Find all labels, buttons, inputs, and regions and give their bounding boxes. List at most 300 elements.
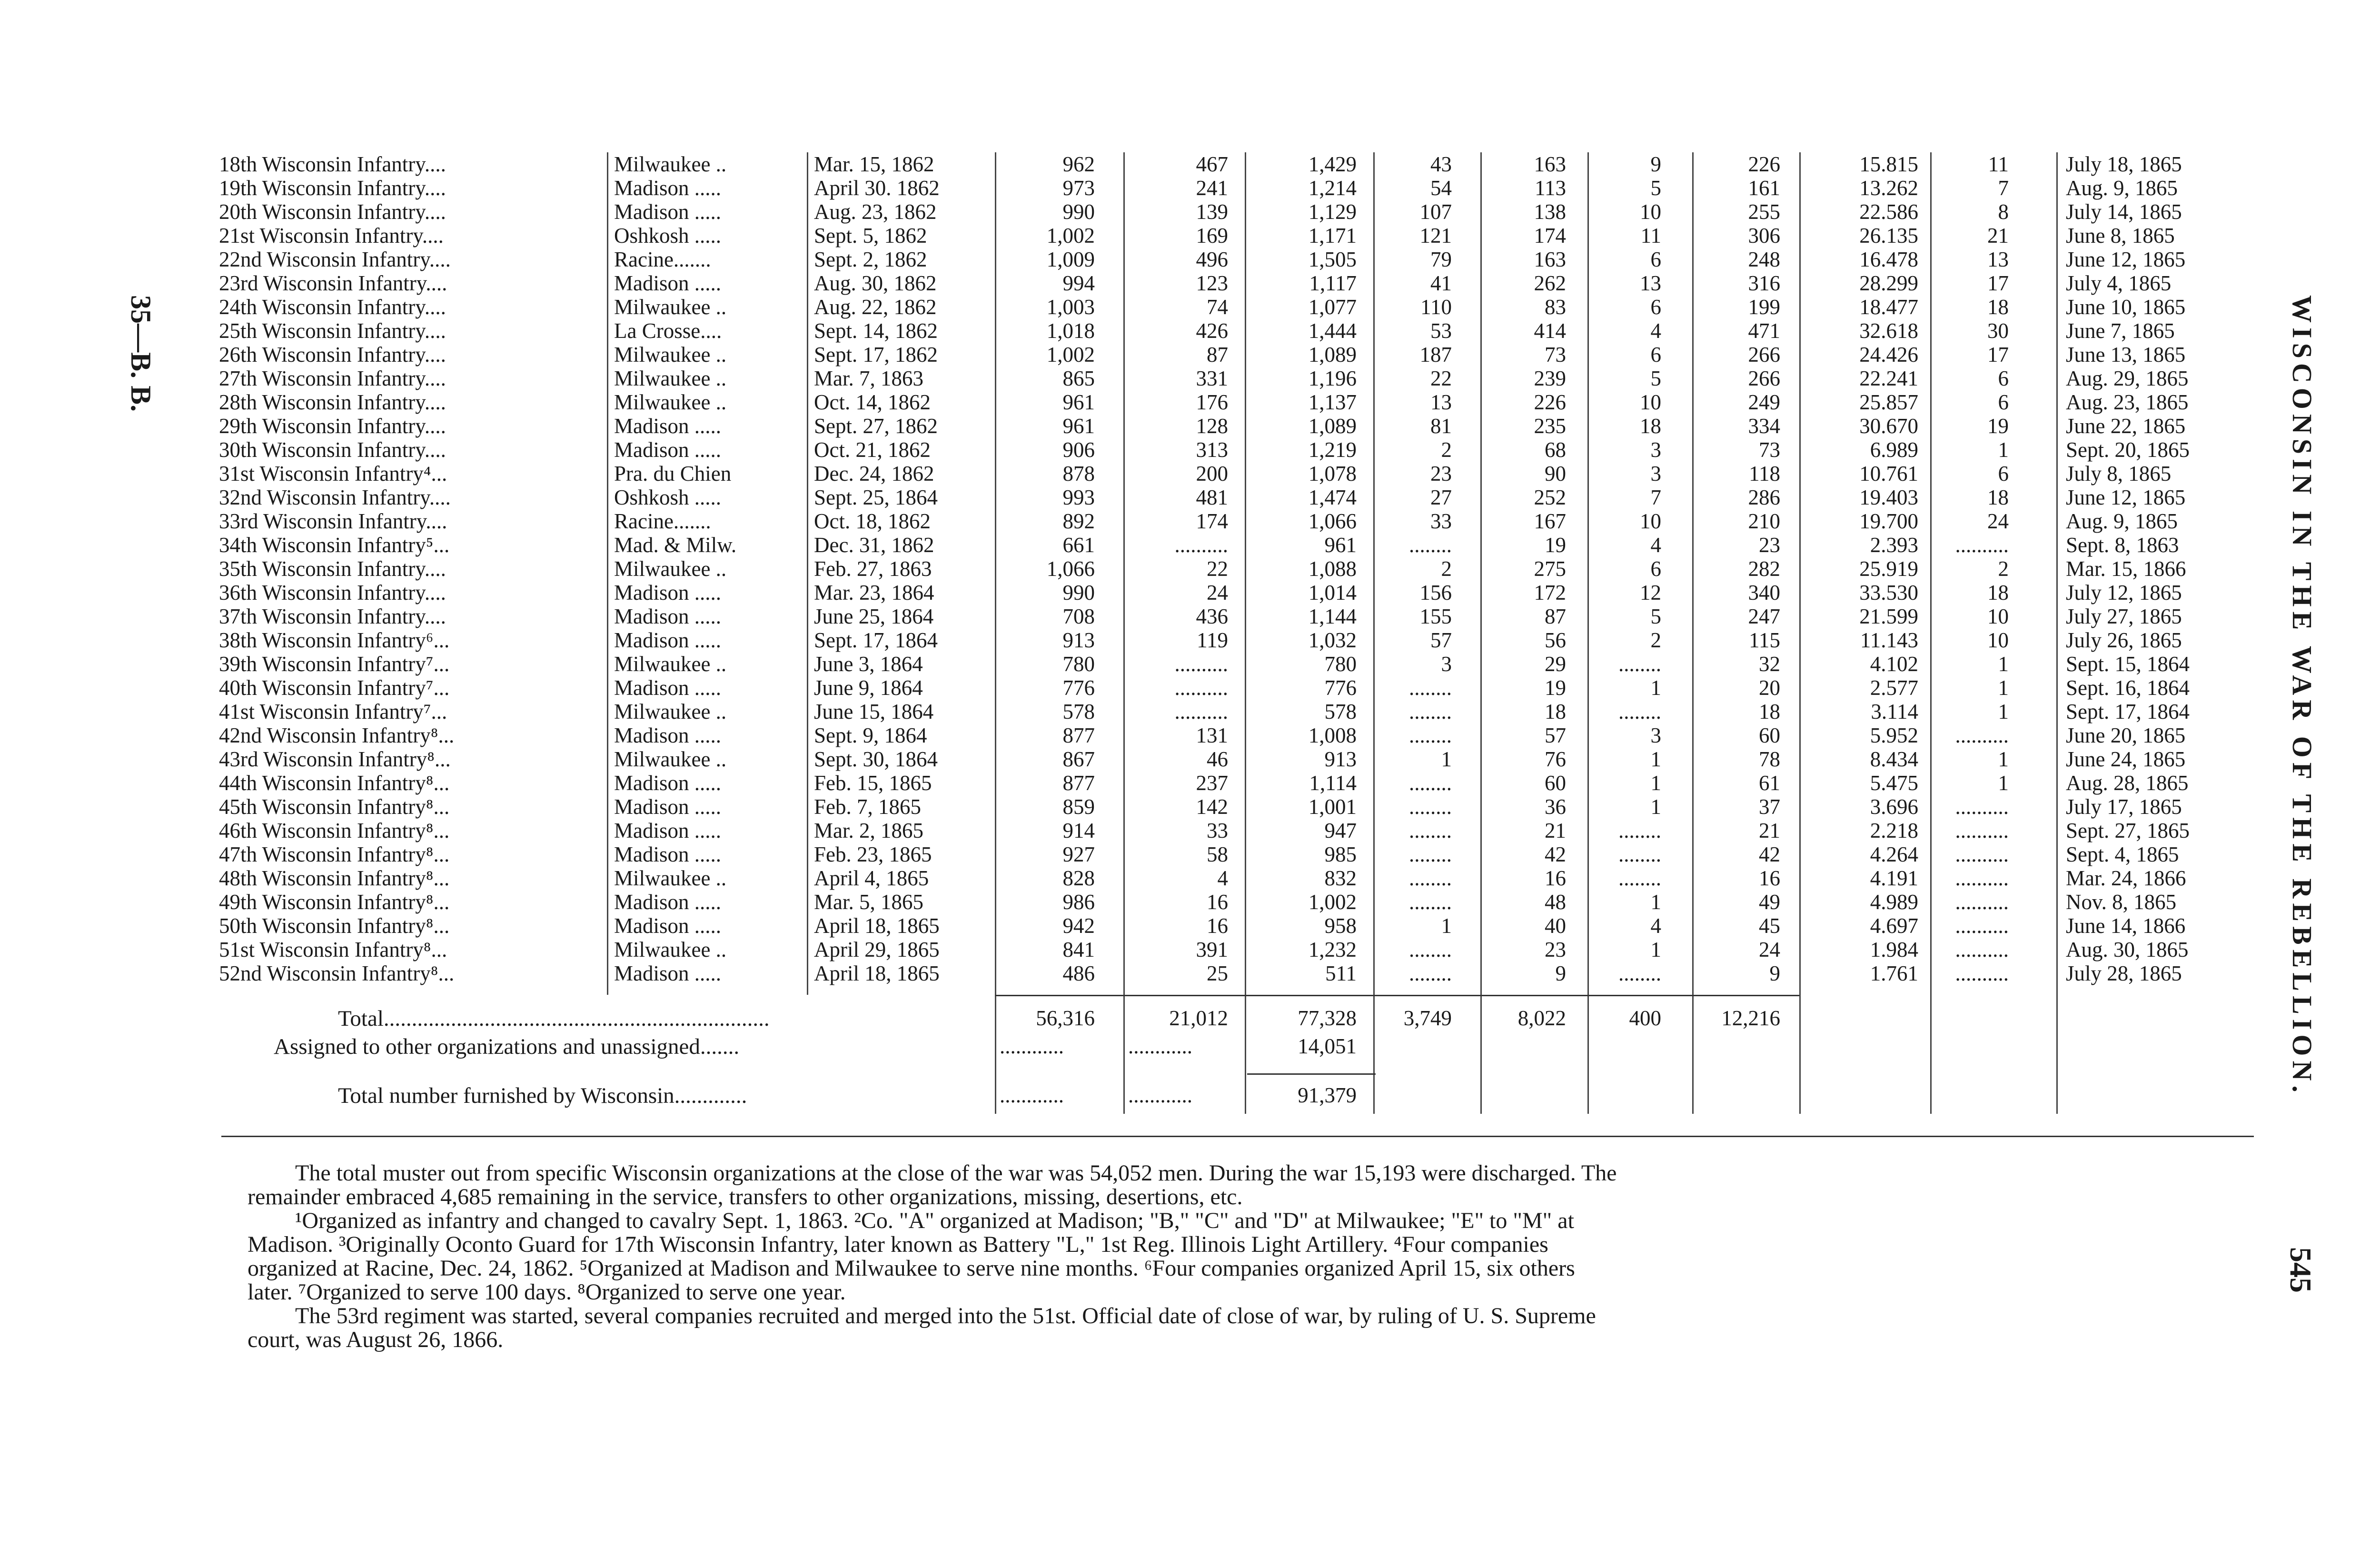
organization-name: 23rd Wisconsin Infantry.... [219,271,447,295]
col-3-value: 1,117 [1309,271,1357,295]
furnished-label: Total number furnished by Wisconsin............. [338,1083,747,1108]
col-8-value: 4.697 [1870,914,1918,938]
col-5-value: 275 [1534,557,1566,581]
col-2-value: 4 [1217,866,1228,890]
col-8-value: 19.700 [1859,509,1918,533]
table-row [0,343,2380,367]
col-6-value: 4 [1650,319,1661,343]
col-5-value: 40 [1545,914,1566,938]
col-4-value: ........ [1409,842,1452,866]
col-8-value: 2.393 [1870,533,1918,557]
col-7-value: 248 [1748,248,1780,271]
place-organized: Racine....... [614,509,711,533]
date-organized: Mar. 7, 1863 [814,367,923,390]
col-8-value: 3.696 [1870,795,1918,819]
col-3-value: 1,219 [1308,438,1357,462]
col-5-value: 57 [1545,723,1566,747]
col-1-value: 878 [1062,462,1095,486]
col-9-value: .......... [1955,842,2009,866]
col-3-value: 947 [1324,819,1357,842]
muster-out-date: June 14, 1866 [2066,914,2186,938]
col-4-value: 22 [1430,367,1452,390]
col-7-value: 18 [1759,700,1780,723]
col-4-value: 3 [1441,652,1452,676]
col-9-value: .......... [1955,819,2009,842]
date-organized: Sept. 14, 1862 [814,319,938,343]
col-6-value: 4 [1650,533,1661,557]
col-1-value: 1,002 [1046,224,1095,248]
table-row [0,367,2380,390]
col-8-value: 6.989 [1870,438,1918,462]
col-9-value: .......... [1955,866,2009,890]
date-organized: April 18, 1865 [814,961,940,985]
place-organized: Milwaukee .. [614,866,727,890]
table-row [0,842,2380,866]
table-row [0,866,2380,890]
place-organized: Madison ..... [614,605,721,628]
place-organized: Milwaukee .. [614,652,727,676]
col-7-value: 73 [1759,438,1780,462]
col-1-value: 841 [1062,938,1095,961]
col-4-value: 81 [1430,414,1452,438]
organization-name: 44th Wisconsin Infantry⁸... [219,771,450,795]
col-5-value: 83 [1545,295,1566,319]
organization-name: 31st Wisconsin Infantry⁴... [219,462,447,486]
date-organized: Sept. 2, 1862 [814,248,927,271]
col-6-value: 1 [1650,938,1661,961]
date-organized: Dec. 31, 1862 [814,533,934,557]
col-2-value: 33 [1207,819,1228,842]
col-7-value: 21 [1759,819,1780,842]
col-9-value: 18 [1987,581,2009,605]
muster-out-date: Sept. 16, 1864 [2066,676,2190,700]
col-8-value: 5.952 [1870,723,1918,747]
muster-out-date: Nov. 8, 1865 [2066,890,2177,914]
organization-name: 51st Wisconsin Infantry⁸... [219,938,447,961]
muster-out-date: July 18, 1865 [2066,152,2182,176]
col-4-value: 110 [1420,295,1452,319]
muster-out-date: Aug. 9, 1865 [2066,176,2178,200]
col-6-value: 5 [1650,367,1661,390]
col-1-value: 961 [1062,414,1095,438]
place-organized: Madison ..... [614,890,721,914]
col-7-value: 266 [1748,343,1780,367]
organization-name: 30th Wisconsin Infantry.... [219,438,446,462]
table-row [0,438,2380,462]
col-3-value: 578 [1324,700,1357,723]
col-3-value: 1,088 [1308,557,1357,581]
organization-name: 26th Wisconsin Infantry.... [219,343,446,367]
col-8-value: 4.264 [1870,842,1918,866]
col-7-value: 32 [1759,652,1780,676]
col-9-value: 30 [1987,319,2009,343]
col-4-value: 33 [1430,509,1452,533]
col-5-value: 56 [1545,628,1566,652]
organization-name: 33rd Wisconsin Infantry.... [219,509,447,533]
muster-out-date: July 27, 1865 [2066,605,2182,628]
col-7-value: 78 [1759,747,1780,771]
table-row [0,224,2380,248]
col-3-value: 1,232 [1308,938,1357,961]
col-5-value: 172 [1534,581,1566,605]
organization-name: 46th Wisconsin Infantry⁸... [219,819,450,842]
col-2-value: 237 [1196,771,1228,795]
organization-name: 27th Wisconsin Infantry.... [219,367,446,390]
col-6-value: 11 [1640,224,1661,248]
col-9-value: 18 [1987,486,2009,509]
col-4-value: 156 [1419,581,1452,605]
col-6-value: 6 [1650,343,1661,367]
col-4-value: ........ [1409,866,1452,890]
assigned-label: Assigned to other organizations and unassigned....... [274,1034,740,1059]
place-organized: Madison ..... [614,842,721,866]
col-9-value: 11 [1988,152,2009,176]
col-7-value: 249 [1748,390,1780,414]
table-bottom-rule [221,1136,2254,1137]
col-8-value: 1.984 [1870,938,1918,961]
col-2-value: 481 [1196,486,1228,509]
col-9-value: 10 [1987,628,2009,652]
col-6-value: ........ [1618,652,1661,676]
col-9-value: 10 [1987,605,2009,628]
muster-out-date: Aug. 29, 1865 [2066,367,2189,390]
col-6-value: 6 [1650,557,1661,581]
col-5-value: 226 [1534,390,1566,414]
col-7-value: 9 [1769,961,1780,985]
col-7-value: 266 [1748,367,1780,390]
col-2-value: 24 [1207,581,1228,605]
muster-out-date: Sept. 4, 1865 [2066,842,2179,866]
col-6-value: 3 [1650,438,1661,462]
place-organized: Madison ..... [614,961,721,985]
col-9-value: 24 [1987,509,2009,533]
place-organized: Oshkosh ..... [614,224,722,248]
col-3-value: 511 [1325,961,1357,985]
col-6-value: 1 [1650,771,1661,795]
col-7-value: 471 [1748,319,1780,343]
place-organized: Madison ..... [614,676,721,700]
date-organized: Oct. 14, 1862 [814,390,931,414]
note-line: remainder embraced 4,685 remaining in the service, transfers to other organizations, missing, desertions, etc. [248,1185,1243,1209]
col-1-value: 914 [1062,819,1095,842]
organization-name: 43rd Wisconsin Infantry⁸... [219,747,451,771]
col-3-value: 1,474 [1308,486,1357,509]
organization-name: 28th Wisconsin Infantry.... [219,390,446,414]
col-9-value: .......... [1955,938,2009,961]
col-9-value: 1 [1998,652,2009,676]
table-row [0,319,2380,343]
muster-out-date: Mar. 24, 1866 [2066,866,2186,890]
col-2-value: 58 [1207,842,1228,866]
col-4-value: 53 [1430,319,1452,343]
running-head: WISCONSIN IN THE WAR OF THE REBELLION. [2287,295,2318,1097]
col-5-value: 23 [1545,938,1566,961]
col-4-value: 54 [1430,176,1452,200]
organization-name: 37th Wisconsin Infantry.... [219,605,446,628]
col-3-value: 913 [1324,747,1357,771]
place-organized: Madison ..... [614,438,721,462]
col-9-value: 8 [1998,200,2009,224]
col-6-value: ........ [1618,842,1661,866]
organization-name: 52nd Wisconsin Infantry⁸... [219,961,455,985]
col-9-value: 19 [1987,414,2009,438]
col-6-value: ........ [1618,866,1661,890]
col-8-value: 22.241 [1859,367,1918,390]
table-row [0,390,2380,414]
col-4-value: 27 [1430,486,1452,509]
col-2-value: 200 [1196,462,1228,486]
col-5-value: 42 [1545,842,1566,866]
col-3-value: 1,077 [1308,295,1357,319]
table-row [0,533,2380,557]
col-8-value: 11.143 [1860,628,1918,652]
col-6-value: 3 [1650,462,1661,486]
total-value: 400 [1629,1006,1661,1030]
col-8-value: 15.815 [1859,152,1918,176]
col-5-value: 113 [1535,176,1566,200]
col-2-value: 16 [1207,914,1228,938]
col-9-value: 1 [1998,438,2009,462]
col-8-value: 24.426 [1859,343,1918,367]
place-organized: Mad. & Milw. [614,533,737,557]
col-3-value: 1,001 [1308,795,1357,819]
place-organized: Madison ..... [614,628,721,652]
col-8-value: 2.577 [1870,676,1918,700]
col-5-value: 19 [1545,676,1566,700]
muster-out-date: July 14, 1865 [2066,200,2182,224]
col-3-value: 1,066 [1308,509,1357,533]
col-7-value: 255 [1748,200,1780,224]
col-7-value: 161 [1748,176,1780,200]
col-5-value: 16 [1545,866,1566,890]
col-8-value: 10.761 [1859,462,1918,486]
col-1-value: 776 [1062,676,1095,700]
place-organized: Milwaukee .. [614,390,727,414]
col-9-value: .......... [1955,890,2009,914]
date-organized: June 9, 1864 [814,676,923,700]
col-7-value: 60 [1759,723,1780,747]
col-5-value: 19 [1545,533,1566,557]
place-organized: Milwaukee .. [614,295,727,319]
col-8-value: 4.989 [1870,890,1918,914]
table-row [0,509,2380,533]
col-2-value: 128 [1196,414,1228,438]
col-1-value: 865 [1062,367,1095,390]
date-organized: Sept. 17, 1862 [814,343,938,367]
col-8-value: 30.670 [1859,414,1918,438]
col-4-value: 121 [1419,224,1452,248]
col-6-value: ........ [1618,961,1661,985]
col-9-value: 1 [1998,700,2009,723]
col-2-value: 46 [1207,747,1228,771]
col-8-value: 2.218 [1870,819,1918,842]
table-row [0,795,2380,819]
col-7-value: 340 [1748,581,1780,605]
col-8-value: 5.475 [1870,771,1918,795]
table-row [0,914,2380,938]
col-7-value: 334 [1748,414,1780,438]
col-9-value: 13 [1987,248,2009,271]
col-8-value: 22.586 [1859,200,1918,224]
col-3-value: 1,089 [1308,343,1357,367]
col-9-value: .......... [1955,795,2009,819]
place-organized: Madison ..... [614,176,721,200]
place-organized: Madison ..... [614,914,721,938]
col-2-value: 87 [1207,343,1228,367]
muster-out-date: Sept. 20, 1865 [2066,438,2190,462]
col-2-value: 436 [1196,605,1228,628]
organization-name: 22nd Wisconsin Infantry.... [219,248,451,271]
note-line: court, was August 26, 1866. [248,1328,504,1352]
place-organized: Madison ..... [614,795,721,819]
col-2-value: 174 [1196,509,1228,533]
muster-out-date: July 4, 1865 [2066,271,2172,295]
col-6-value: 5 [1650,605,1661,628]
col-1-value: 1,002 [1046,343,1095,367]
assigned-dots: ............ [1128,1034,1192,1058]
col-4-value: ........ [1409,890,1452,914]
col-9-value: 1 [1998,771,2009,795]
muster-out-date: June 10, 1865 [2066,295,2186,319]
col-8-value: 16.478 [1859,248,1918,271]
organization-name: 36th Wisconsin Infantry.... [219,581,446,605]
col-2-value: 169 [1196,224,1228,248]
col-5-value: 414 [1534,319,1566,343]
date-organized: Sept. 27, 1862 [814,414,938,438]
col-9-value: .......... [1955,961,2009,985]
col-1-value: 1,003 [1046,295,1095,319]
note-line: ¹Organized as infantry and changed to cavalry Sept. 1, 1863. ²Co. "A" organized at Madison; "B," "C" and "D" at Milwaukee; "E" to "M" at [295,1209,1574,1233]
date-organized: Sept. 9, 1864 [814,723,927,747]
muster-out-date: July 28, 1865 [2066,961,2182,985]
col-7-value: 282 [1748,557,1780,581]
total-value: 77,328 [1298,1006,1357,1030]
date-organized: Sept. 5, 1862 [814,224,927,248]
muster-out-date: Aug. 28, 1865 [2066,771,2189,795]
col-2-value: .......... [1174,533,1228,557]
col-3-value: 832 [1324,866,1357,890]
col-4-value: ........ [1409,723,1452,747]
col-5-value: 29 [1545,652,1566,676]
col-6-value: 1 [1650,676,1661,700]
col-5-value: 235 [1534,414,1566,438]
col-4-value: ........ [1409,819,1452,842]
muster-out-date: June 12, 1865 [2066,248,2186,271]
col-3-value: 1,002 [1308,890,1357,914]
col-8-value: 28.299 [1859,271,1918,295]
col-9-value: 1 [1998,747,2009,771]
muster-out-date: Sept. 17, 1864 [2066,700,2190,723]
col-3-value: 1,014 [1308,581,1357,605]
col-1-value: 877 [1062,723,1095,747]
organization-name: 32nd Wisconsin Infantry.... [219,486,451,509]
col-4-value: ........ [1409,676,1452,700]
date-organized: April 18, 1865 [814,914,940,938]
muster-out-date: Sept. 8, 1863 [2066,533,2179,557]
col-3-value: 1,078 [1308,462,1357,486]
organization-name: 42nd Wisconsin Infantry⁸... [219,723,455,747]
table-row [0,628,2380,652]
muster-out-date: June 12, 1865 [2066,486,2186,509]
col-3-value: 780 [1324,652,1357,676]
col-1-value: 961 [1062,390,1095,414]
col-5-value: 252 [1534,486,1566,509]
muster-out-date: June 20, 1865 [2066,723,2186,747]
col-6-value: 3 [1650,723,1661,747]
table-row [0,557,2380,581]
organization-name: 48th Wisconsin Infantry⁸... [219,866,450,890]
col-5-value: 73 [1545,343,1566,367]
organization-name: 29th Wisconsin Infantry.... [219,414,446,438]
muster-out-date: Aug. 30, 1865 [2066,938,2189,961]
col-1-value: 973 [1062,176,1095,200]
col-2-value: .......... [1174,700,1228,723]
col-4-value: 2 [1441,438,1452,462]
col-4-value: 79 [1430,248,1452,271]
organization-name: 47th Wisconsin Infantry⁸... [219,842,450,866]
col-2-value: .......... [1174,676,1228,700]
organization-name: 20th Wisconsin Infantry.... [219,200,446,224]
col-3-value: 1,089 [1308,414,1357,438]
date-organized: Mar. 23, 1864 [814,581,934,605]
col-9-value: .......... [1955,533,2009,557]
col-1-value: 990 [1062,200,1095,224]
col-3-value: 1,214 [1308,176,1357,200]
date-organized: June 15, 1864 [814,700,934,723]
col-4-value: 57 [1430,628,1452,652]
date-organized: Feb. 23, 1865 [814,842,932,866]
col-6-value: 13 [1640,271,1661,295]
muster-out-date: June 22, 1865 [2066,414,2186,438]
col-2-value: 123 [1196,271,1228,295]
date-organized: Aug. 22, 1862 [814,295,937,319]
col-3-value: 958 [1324,914,1357,938]
date-organized: Mar. 15, 1862 [814,152,934,176]
note-line: The total muster out from specific Wisconsin organizations at the close of the war was 54,052 men. During the war 15,193 were discharged. The [295,1161,1617,1185]
date-organized: Feb. 7, 1865 [814,795,921,819]
table-row [0,414,2380,438]
col-8-value: 4.191 [1870,866,1918,890]
date-organized: Sept. 30, 1864 [814,747,938,771]
note-line: organized at Racine, Dec. 24, 1862. ⁵Organized at Madison and Milwaukee to serve nine months. ⁶Four companies organized April 15, six others [248,1257,1575,1280]
date-organized: Aug. 30, 1862 [814,271,937,295]
col-4-value: 43 [1430,152,1452,176]
table-row [0,200,2380,224]
col-3-value: 961 [1324,533,1357,557]
col-7-value: 37 [1759,795,1780,819]
date-organized: Sept. 25, 1864 [814,486,938,509]
muster-out-date: July 12, 1865 [2066,581,2182,605]
table-row [0,890,2380,914]
col-6-value: 18 [1640,414,1661,438]
col-4-value: 107 [1419,200,1452,224]
place-organized: Milwaukee .. [614,367,727,390]
col-2-value: 139 [1196,200,1228,224]
col-1-value: 859 [1062,795,1095,819]
muster-out-date: June 24, 1865 [2066,747,2186,771]
col-4-value: 41 [1430,271,1452,295]
col-4-value: ........ [1409,533,1452,557]
date-organized: June 3, 1864 [814,652,923,676]
date-organized: April 30. 1862 [814,176,940,200]
col-7-value: 16 [1759,866,1780,890]
date-organized: Feb. 27, 1863 [814,557,932,581]
col-8-value: 21.599 [1859,605,1918,628]
col-6-value: 4 [1650,914,1661,938]
col-5-value: 48 [1545,890,1566,914]
place-organized: Milwaukee .. [614,700,727,723]
col-3-value: 1,505 [1308,248,1357,271]
